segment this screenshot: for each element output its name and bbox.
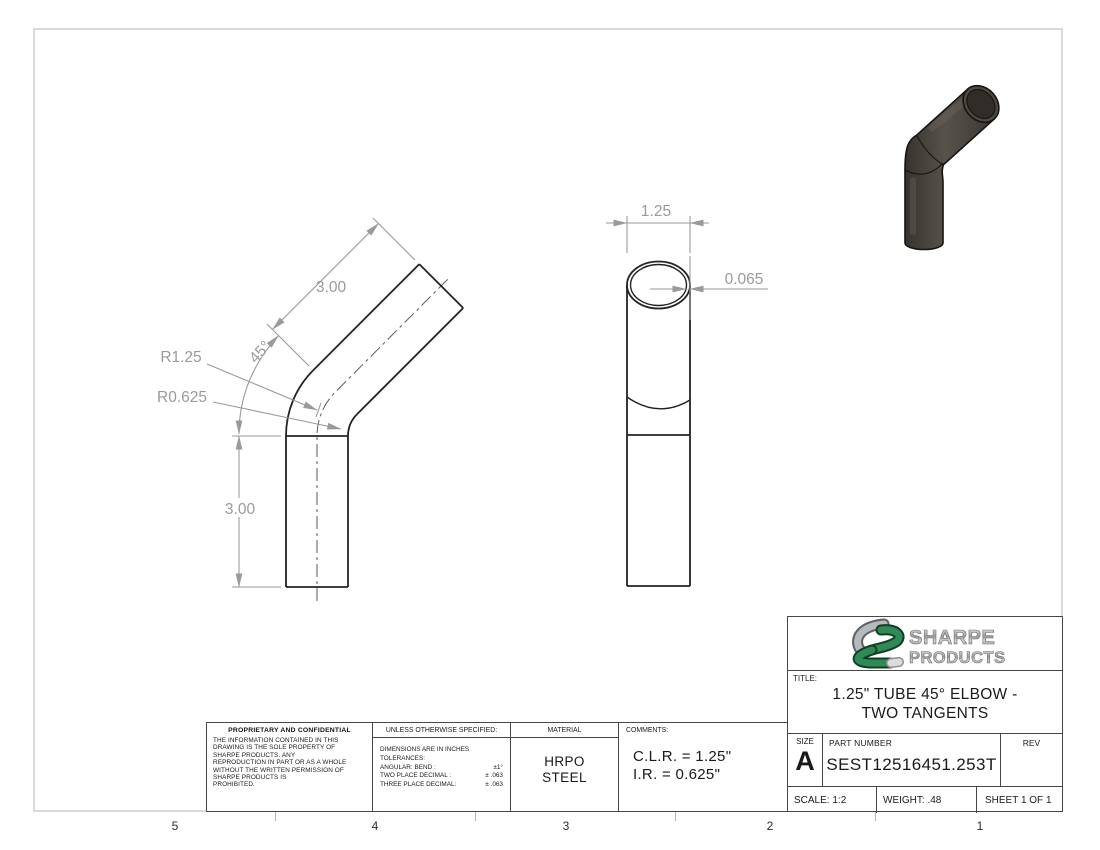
proprietary-line: DRAWING IS THE SOLE PROPERTY OF	[213, 744, 336, 752]
material-line: STEEL	[542, 769, 587, 785]
side-dimension-lines	[606, 216, 768, 320]
material-header: MATERIAL	[511, 723, 618, 738]
scale-weight-sheet-row	[788, 786, 1062, 813]
drawing-title-line: 1.25" TUBE 45° ELBOW -	[832, 686, 1018, 703]
tolerance-value: ± .063	[485, 781, 503, 789]
tolerance-label: THREE PLACE DECIMAL:	[380, 781, 457, 789]
zone-number: 2	[766, 819, 774, 833]
size-part-rev-row	[788, 733, 1062, 786]
tolerance-row	[380, 772, 503, 781]
drawing-title	[788, 685, 1062, 723]
logo-cell	[788, 617, 1062, 670]
material-value	[511, 754, 618, 785]
proprietary-header: PROPRIETARY AND CONFIDENTIAL	[228, 727, 351, 734]
proprietary-line: SHARPE PRODUCTS. ANY	[213, 751, 296, 759]
tolerance-row	[380, 755, 503, 764]
zone-number: 5	[171, 819, 179, 833]
tolerance-label: DIMENSIONS ARE IN INCHES	[380, 746, 470, 753]
rev-label: REV	[1022, 738, 1041, 748]
tolerance-value: ±1°	[493, 763, 503, 771]
render-3d-elbow	[905, 78, 1006, 249]
part-number-cell	[823, 734, 1001, 786]
tolerance-label: TWO PLACE DECIMAL :	[380, 772, 452, 780]
material-line: HRPO	[544, 754, 585, 769]
dim-bend-angle: 45°	[246, 337, 275, 367]
proprietary-block	[206, 722, 373, 812]
proprietary-line: SHARPE PRODUCTS IS	[213, 774, 287, 782]
material-block	[510, 722, 619, 812]
sharpe-products-logo	[788, 617, 1062, 669]
tolerance-body	[373, 738, 510, 790]
sheet-number-cell: SHEET 1 OF 1	[985, 794, 1052, 806]
dim-wall-thickness: 0.065	[724, 271, 764, 288]
part-number-value: SEST12516451.253T	[826, 755, 997, 774]
tolerance-label: TOLERANCES:	[380, 754, 425, 762]
title-label: TITLE:	[793, 674, 818, 683]
front-view	[157, 218, 463, 601]
logo-monogram	[858, 624, 899, 663]
proprietary-line: THE INFORMATION CONTAINED IN THIS	[213, 737, 339, 744]
proprietary-body	[207, 734, 372, 789]
zone-number: 4	[371, 819, 379, 833]
size-value: A	[795, 746, 815, 776]
tolerance-row	[380, 746, 503, 755]
size-cell	[788, 734, 823, 786]
tolerance-header: UNLESS OTHERWISE SPECIFIED:	[373, 723, 510, 738]
tolerance-row	[380, 781, 503, 790]
dim-vertical-length: 3.00	[224, 501, 256, 518]
comments-line: C.L.R. = 1.25"	[633, 748, 732, 765]
proprietary-line: PROHIBITED.	[213, 781, 255, 789]
title-cell	[788, 670, 1062, 733]
title-block	[787, 616, 1063, 812]
dim-inside-radius: R0.625	[157, 389, 207, 406]
proprietary-line: WITHOUT THE WRITTEN PERMISSION OF	[213, 766, 344, 774]
side-view	[606, 203, 768, 586]
centerline	[317, 279, 448, 601]
zone-number: 3	[562, 819, 570, 833]
size-label: SIZE	[796, 737, 814, 746]
tolerance-value: ± .063	[485, 772, 503, 780]
rev-cell	[1001, 734, 1062, 786]
dim-outer-diameter: 1.25	[640, 203, 672, 220]
logo-text-line1: SHARPE	[909, 627, 996, 649]
comments-line: I.R. = 0.625"	[633, 766, 721, 783]
front-dimension-lines	[207, 218, 415, 587]
tolerance-label: ANGULAR: BEND :	[380, 763, 436, 771]
dim-diagonal-length: 3.00	[315, 279, 347, 296]
front-tube-outline	[286, 264, 463, 587]
logo-text-line2: PRODUCTS	[909, 649, 1006, 667]
comments-header: COMMENTS:	[626, 727, 669, 734]
tolerance-block	[372, 722, 511, 812]
comments-body	[619, 734, 787, 784]
comments-block	[618, 722, 788, 812]
dim-centerline-radius: R1.25	[160, 349, 202, 366]
scale-cell: SCALE: 1:2	[788, 787, 877, 813]
proprietary-line: REPRODUCTION IN PART OR AS A WHOLE	[213, 759, 347, 767]
side-tube-outline	[627, 262, 690, 587]
zone-number: 1	[976, 819, 984, 833]
drawing-title-line: TWO TANGENTS	[861, 705, 989, 722]
part-number-label: PART NUMBER	[829, 738, 893, 748]
tolerance-row	[380, 764, 503, 773]
weight-cell: WEIGHT: .48	[877, 787, 977, 813]
